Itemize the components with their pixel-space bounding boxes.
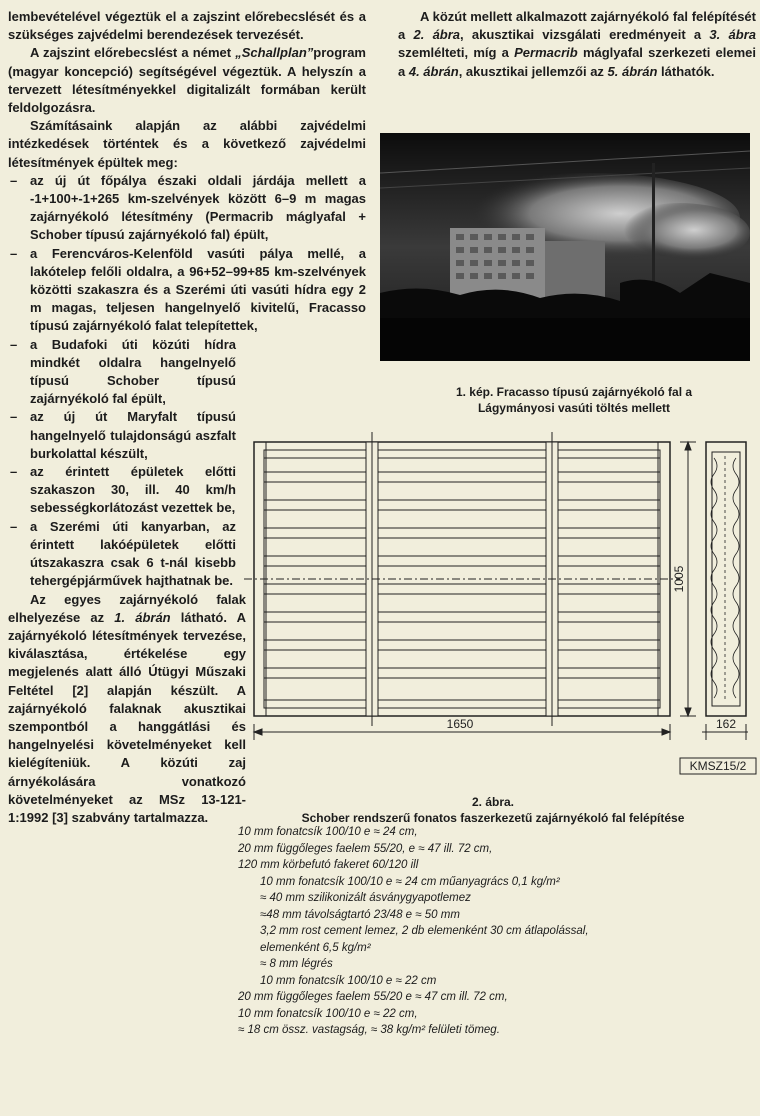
right-column xyxy=(398,8,756,81)
spec-line: 10 mm fonatcsík 100/10 e ≈ 24 cm, xyxy=(238,826,418,838)
list-item: – a Budafoki úti közúti hídra mindkét oldalra hangelnyelő típusú Schober típusú zajárnyékoló fal épült, xyxy=(8,336,236,409)
spec-line: 3,2 mm rost cement lemez, 2 db elemenként 30 cm átlapolással, xyxy=(260,925,589,937)
paragraph-placement: Az egyes zajárnyékoló falak elhelyezése az 1. ábrán látható. A zajárnyékoló létesítmények tervezése, kiválasztása, értékelése egy megjelenés alatt álló Útügyi Műszaki Feltétel [2] alapján készült. A zajárnyékoló falaknak akusztikai szempontból a hanggátlási és hangelnyelési követelményeket kell kielégíteniük. A közúti zaj árnyékolására vonatkozó követelményeket az MSz 13-121-1:1992 [3] szabvány tartalmazza. xyxy=(8,591,246,825)
list-item: – a Ferencváros-Kelenföld vasúti pálya mellé, a lakótelep felőli oldalra, a 96+52–99+85 km-szelvények közötti szakaszra és a Szerémi úti vasúti hídra egy 2 m magas, teljesen hangelnyelő kivitelű, Fracasso típusú zajárnyékoló falat telepítettek, xyxy=(8,245,366,336)
photo-caption: 1. kép. Fracasso típusú zajárnyékoló fal a Lágymányosi vasúti töltés mellett xyxy=(455,385,693,415)
spec-line: 10 mm fonatcsík 100/10 e ≈ 22 cm, xyxy=(238,1007,418,1020)
spec-line: elemenként 6,5 kg/m² xyxy=(260,941,371,954)
layer-specification-list xyxy=(238,824,758,1039)
drawing-canvas xyxy=(240,428,760,778)
photo-illustration xyxy=(380,133,750,361)
figure-number: 2. ábra. xyxy=(471,795,515,809)
paragraph-measures: Számításaink alapján az alábbi zajvédelmi intézkedések történtek és a következő zajvédelmi létesítmények épültek meg: xyxy=(8,118,366,170)
figure-title: Schober rendszerű fonatos faszerkezetű zajárnyékoló fal felépítése xyxy=(301,811,685,825)
list-item: – az új út Maryfalt típusú hangelnyelő tulajdonságú aszfalt burkolattal készült, xyxy=(8,408,236,463)
list-item: – az új út főpálya északi oldali járdája mellett a -1+100+-1+265 km-szelvények között 6–9 m magas zajárnyékoló létesítmény (Permacrib máglyafal + Schober típusú zajárnyékoló fal) épült, xyxy=(8,172,366,245)
spec-line: 20 mm függőleges faelem 55/20 e ≈ 47 cm ill. 72 cm, xyxy=(238,991,508,1003)
list-item: – a Szerémi úti kanyarban, az érintett lakóépületek előtti útszakaszra csak 6 t-nál kisebb tehergépjárművek hajthatnak be. xyxy=(8,518,236,591)
paragraph-figures: A közút mellett alkalmazott zajárnyékoló fal felépítését a 2. ábra, akusztikai vizsgálati eredményeit a 3. ábra szemlélteti, míg a Permacrib máglyafal szerkezeti elemei a 4. ábrán, akusztikai jellemzői az 5. ábrán láthatók. xyxy=(398,9,757,79)
spec-line: 10 mm fonatcsík 100/10 e ≈ 24 cm műanyagrács 0,1 kg/m² xyxy=(260,875,560,888)
spec-line: 20 mm függőleges faelem 55/20, e ≈ 47 ill. 72 cm, xyxy=(238,842,493,855)
dimension-depth: 162 xyxy=(715,717,737,731)
dimension-width: 1650 xyxy=(446,717,474,731)
drawing-code: KMSZ15/2 xyxy=(689,759,747,773)
spec-line: 10 mm fonatcsík 100/10 e ≈ 22 cm xyxy=(260,974,437,987)
spec-line: ≈48 mm távolságtartó 23/48 e ≈ 50 mm xyxy=(260,908,460,921)
wall-elevation-drawing xyxy=(240,428,760,778)
paragraph-intro: lembevételével végeztük el a zajszint előrebecslését és a szükséges zajvédelmi berendezések tervezését. xyxy=(8,9,366,43)
photo-noise-barrier xyxy=(380,133,750,361)
spec-line: ≈ 18 cm össz. vastagság, ≈ 38 kg/m² felületi tömeg. xyxy=(238,1024,500,1036)
program-name: „Schallplan” xyxy=(235,45,314,61)
spec-line: 120 mm körbefutó fakeret 60/120 ill xyxy=(238,859,419,871)
list-item: – az érintett épületek előtti szakaszon 30, ill. 40 km/h sebességkorlátozást vezettek be, xyxy=(8,463,236,518)
spec-line: ≈ 40 mm szilikonizált ásványgyapotlemez xyxy=(260,892,471,904)
paragraph-schallplan: A zajszint előrebecslést a német „Schallplan”program (magyar koncepció) segítségével végeztük. A helyszín a tervezett létesítményekkel digitalizált formában került feldolgozásra. xyxy=(8,45,366,116)
figure-caption xyxy=(238,794,748,826)
spec-line: ≈ 8 mm légrés xyxy=(260,958,333,970)
dimension-height: 1005 xyxy=(672,565,686,593)
